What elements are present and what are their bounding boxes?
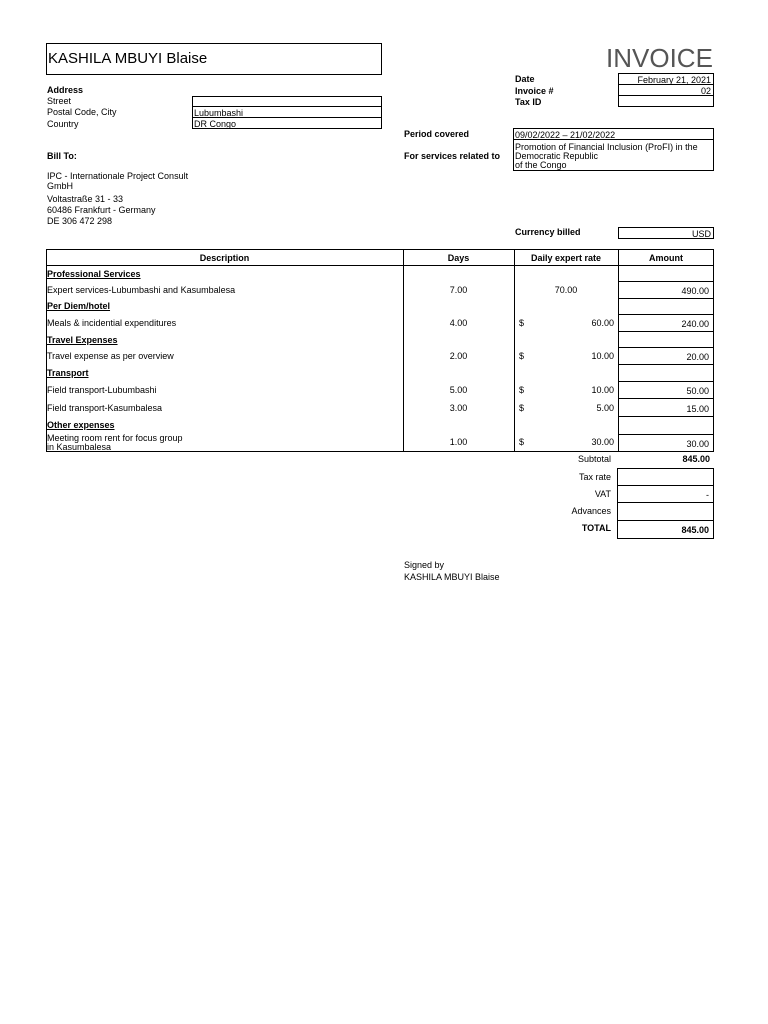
total-label: TOTAL — [581, 523, 611, 533]
row-5-amount: 15.00 — [686, 404, 709, 414]
advances-field — [617, 502, 714, 521]
row-2-rate: 60.00 — [591, 318, 614, 328]
country-label: Country — [47, 119, 79, 129]
row-3-amount: 20.00 — [686, 352, 709, 362]
row-2-amount: 240.00 — [681, 319, 709, 329]
amount-cell-row-1 — [618, 281, 714, 299]
header-description: Description — [199, 253, 250, 263]
row-4-currency: $ — [519, 385, 525, 395]
amount-cell-row-6 — [618, 434, 714, 452]
bill-to-line-3: Voltastraße 31 - 33 — [47, 194, 124, 204]
header-days: Days — [447, 253, 470, 263]
signature-name: KASHILA MBUYI Blaise — [404, 572, 500, 582]
amount-cell-row-4 — [618, 381, 714, 399]
amount-cell-section-3 — [618, 331, 714, 348]
total-field — [617, 520, 714, 539]
header-rate: Daily expert rate — [530, 253, 602, 263]
services-field — [513, 139, 714, 171]
bill-to-line-4: 60486 Frankfurt - Germany — [47, 205, 156, 215]
currency-value: USD — [691, 229, 711, 239]
section-transport: Transport — [47, 368, 89, 378]
vat-label: VAT — [594, 489, 611, 499]
services-line-3: of the Congo — [515, 160, 567, 170]
row-4-description: Field transport-Lubumbashi — [47, 385, 157, 395]
row-1-description: Expert services-Lubumbashi and Kasumbalesa — [47, 285, 236, 295]
amount-cell-section-4 — [618, 364, 714, 382]
signature-label: Signed by — [404, 560, 445, 570]
row-6-amount: 30.00 — [686, 439, 709, 449]
date-label: Date — [515, 74, 535, 84]
total-value: 845.00 — [681, 525, 709, 535]
amount-cell-row-2 — [618, 314, 714, 332]
taxrate-field — [617, 468, 714, 486]
row-3-currency: $ — [519, 351, 525, 361]
row-6-rate: 30.00 — [591, 437, 614, 447]
postal-value: Lubumbashi — [194, 108, 244, 118]
vat-field — [617, 485, 714, 503]
row-3-rate: 10.00 — [591, 351, 614, 361]
row-6-description: Meeting room rent for focus group — [47, 433, 183, 443]
address-label: Address — [47, 85, 84, 95]
amount-cell-section-5 — [618, 416, 714, 435]
row-3-days: 2.00 — [449, 351, 468, 361]
row-4-days: 5.00 — [449, 385, 468, 395]
header-amount: Amount — [649, 253, 683, 263]
currency-label: Currency billed — [515, 227, 581, 237]
row-2-days: 4.00 — [449, 318, 468, 328]
country-field — [192, 117, 382, 129]
subtotal-value: 845.00 — [682, 454, 710, 464]
row-4-amount: 50.00 — [686, 386, 709, 396]
sender-name: KASHILA MBUYI Blaise — [48, 50, 208, 67]
row-1-amount: 490.00 — [681, 286, 709, 296]
row-5-currency: $ — [519, 403, 525, 413]
street-label: Street — [47, 96, 72, 106]
row-4-rate: 10.00 — [591, 385, 614, 395]
amount-cell-section-2 — [618, 298, 714, 315]
services-line-1: Promotion of Financial Inclusion (ProFI) in the — [515, 142, 698, 152]
amount-cell-row-5 — [618, 398, 714, 417]
bill-to-line-5: DE 306 472 298 — [47, 216, 113, 226]
row-6-currency: $ — [519, 437, 525, 447]
amount-cell-section-1 — [618, 265, 714, 282]
row-5-description: Field transport-Kasumbalesa — [47, 403, 163, 413]
services-label: For services related to — [404, 151, 501, 161]
row-2-description: Meals & incidential expenditures — [47, 318, 177, 328]
country-value: DR Congo — [194, 119, 237, 129]
section-travel: Travel Expenses — [47, 335, 118, 345]
bill-to-line-2: GmbH — [47, 181, 74, 191]
row-2-currency: $ — [519, 318, 525, 328]
period-label: Period covered — [404, 129, 470, 139]
taxid-label: Tax ID — [515, 97, 542, 107]
row-5-days: 3.00 — [449, 403, 468, 413]
bill-to-line-1: IPC - Internationale Project Consult — [47, 171, 189, 181]
invoice-title: INVOICE — [606, 43, 713, 73]
invoice-number-label: Invoice # — [515, 86, 554, 96]
bill-to-label: Bill To: — [47, 151, 77, 161]
row-3-description: Travel expense as per overview — [47, 351, 174, 361]
row-5-rate: 5.00 — [596, 403, 614, 413]
section-other: Other expenses — [47, 420, 115, 430]
postal-label: Postal Code, City — [47, 107, 117, 117]
vat-value: - — [706, 490, 709, 500]
subtotal-label: Subtotal — [577, 454, 611, 464]
advances-label: Advances — [571, 506, 611, 516]
row-6-days: 1.00 — [449, 437, 468, 447]
taxrate-label: Tax rate — [578, 472, 611, 482]
row-6-description-2: in Kasumbalesa — [47, 442, 112, 452]
date-value: February 21, 2021 — [637, 75, 711, 85]
amount-cell-row-3 — [618, 347, 714, 365]
period-value: 09/02/2022 – 21/02/2022 — [515, 130, 616, 140]
invoice-number-value: 02 — [700, 86, 711, 96]
taxid-field — [618, 95, 714, 107]
currency-field — [618, 227, 714, 239]
section-professional: Professional Services — [47, 269, 141, 279]
row-1-rate: 70.00 — [554, 285, 578, 295]
services-line-2: Democratic Republic — [515, 151, 599, 161]
section-perdiem: Per Diem/hotel — [47, 301, 111, 311]
row-1-days: 7.00 — [449, 285, 468, 295]
